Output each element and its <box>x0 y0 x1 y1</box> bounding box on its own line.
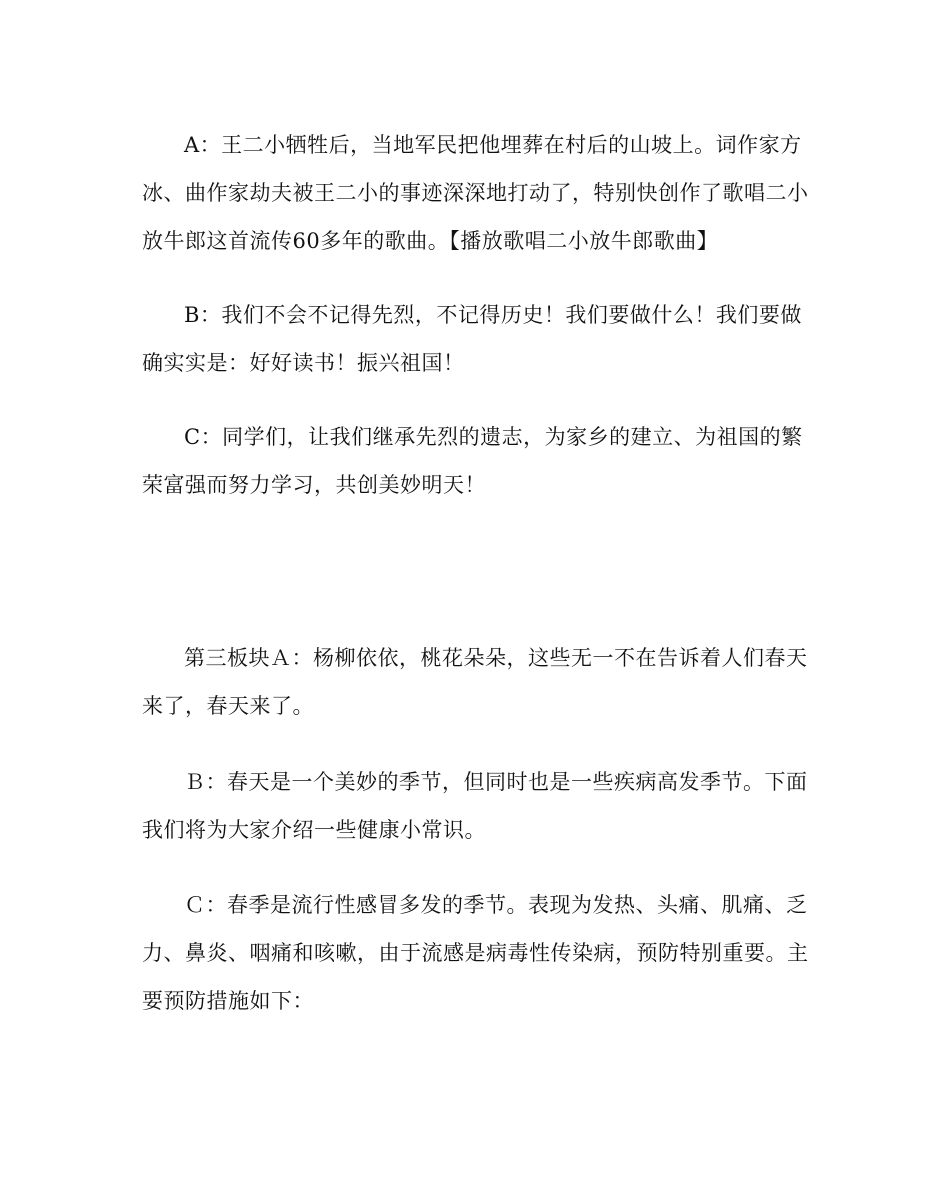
paragraph-b-remember-martyrs: B：我们不会不记得先烈，不记得历史！我们要做什么！我们要做确实实是：好好读书！振兴祖国！ <box>142 303 802 375</box>
paragraph-section-three-b: Ｂ：春天是一个美妙的季节，但同时也是一些疾病高发季节。下面我们将为大家介绍一些健康小常识。 <box>142 770 808 842</box>
paragraph-section-three-c: Ｃ：春季是流行性感冒多发的季节。表现为发热、头痛、肌痛、乏力、鼻炎、咽痛和咳嗽，由于流感是病毒性传染病，预防特别重要。主要预防措施如下： <box>142 893 809 1013</box>
paragraph-a-wang-erxiao: A：王二小牺牲后，当地军民把他埋葬在村后的山坡上。词作家方冰、曲作家劫夫被王二小的事迹深深地打动了，特别快创作了歌唱二小放牛郎这首流传60多年的歌曲。【播放歌唱二小放牛郎歌曲】 <box>142 133 809 253</box>
paragraph-c-inherit-will: C：同学们，让我们继承先烈的遗志，为家乡的建立、为祖国的繁荣富强而努力学习，共创美妙明天！ <box>142 425 803 497</box>
paragraph-section-three-a: 第三板块Ａ：杨柳依依，桃花朵朵，这些无一不在告诉着人们春天来了，春天来了。 <box>142 646 808 718</box>
